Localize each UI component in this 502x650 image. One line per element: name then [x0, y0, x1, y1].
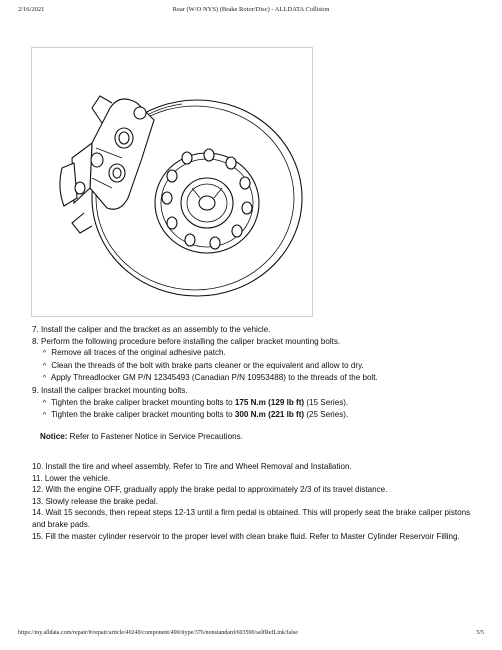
- step-9-substep: ^ Tighten the brake caliper bracket mounting bolts to 300 N.m (221 lb ft) (25 Series).: [32, 409, 472, 422]
- step-12: 12. With the engine OFF, gradually apply the brake pedal to approximately 2/3 of its travel distance.: [32, 485, 388, 495]
- step-11: 11. Lower the vehicle.: [32, 473, 111, 483]
- caret-bullet-icon: ^: [42, 375, 47, 383]
- step-15: 15. Fill the master cylinder reservoir to the proper level with clean brake fluid. Refer to Master Cylinder Reservoir Filling.: [32, 531, 460, 541]
- torque-value: 300 N.m (221 lb ft): [234, 410, 305, 420]
- caret-bullet-icon: ^: [42, 350, 47, 358]
- footer-url: https://my.alldata.com/repair/#/repair/article/40240/component/490/itype/376/nonstandard/603590/selfRefLink/false: [18, 630, 298, 636]
- step-10: 10. Install the tire and wheel assembly. Refer to Tire and Wheel Removal and Installation.: [32, 462, 352, 471]
- step-8-substep: ^ Apply Threadlocker GM P/N 12345493 (Canadian P/N 10953488) to the threads of the bolt.: [32, 372, 472, 385]
- fastener-notice: Notice: Refer to Fastener Notice in Service Precautions.: [40, 431, 243, 441]
- step-7: 7. Install the caliper and the bracket as an assembly to the vehicle.: [32, 325, 271, 334]
- step-8-substep: ^ Clean the threads of the bolt with brake parts cleaner or the equivalent and allow to dry.: [32, 360, 472, 373]
- header-date: 2/16/2021: [18, 6, 45, 13]
- step-9-substep: ^ Tighten the brake caliper bracket mounting bolts to 175 N.m (129 lb ft) (15 Series).: [32, 397, 472, 410]
- footer-page-number: 5/5: [476, 630, 484, 636]
- brake-rotor-caliper-illustration: [31, 47, 313, 317]
- header-title: Rear (W/O NYS) (Brake Rotor/Disc) - ALLDATA Collision: [172, 6, 330, 13]
- step-14: 14. Wait 15 seconds, then repeat steps 12-13 until a firm pedal is obtained. This will properly seat the brake caliper pistons and brake pads.: [32, 508, 471, 529]
- procedure-steps-10-15: [32, 461, 472, 542]
- step-8-substep: ^ Remove all traces of the original adhesive patch.: [32, 347, 472, 360]
- caret-bullet-icon: ^: [42, 399, 47, 407]
- notice-label: Notice:: [40, 431, 68, 441]
- caret-bullet-icon: ^: [42, 412, 47, 420]
- step-13: 13. Slowly release the brake pedal.: [32, 496, 158, 506]
- step-9: 9. Install the caliper bracket mounting bolts.: [32, 385, 188, 395]
- procedure-steps-7-9: [32, 324, 472, 442]
- caret-bullet-icon: ^: [42, 362, 47, 370]
- torque-value: 175 N.m (129 lb ft): [234, 397, 305, 407]
- step-8: 8. Perform the following procedure before installing the caliper bracket mounting bolts.: [32, 336, 341, 346]
- caliper-drawing: [60, 96, 154, 233]
